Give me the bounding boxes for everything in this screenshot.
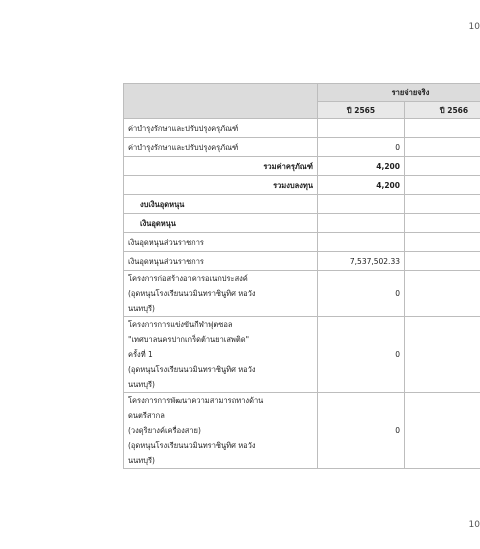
- row-label: ค่าบำรุงรักษาและปรับปรุงครุภัณฑ์: [124, 138, 318, 157]
- row-value-2565: 4,200: [318, 176, 405, 195]
- row-label: เงินอุดหนุนส่วนราชการ: [124, 233, 318, 252]
- table-row: [124, 271, 480, 317]
- row-value-2565: 4,200: [318, 157, 405, 176]
- table-row: [124, 176, 480, 195]
- row-value-2566: [405, 138, 480, 157]
- row-label-project-music: [124, 393, 318, 469]
- row-value-2565: [318, 119, 405, 138]
- table-row: [124, 233, 480, 252]
- label-line: "เทศบาลนครปากเกร็ดต้านยาเสพติด": [128, 335, 250, 344]
- budget-table: [123, 83, 480, 469]
- row-label-subsidy-budget: งบเงินอุดหนุน: [124, 195, 318, 214]
- table-row: [124, 252, 480, 271]
- row-value-2566: [405, 119, 480, 138]
- table-row: [124, 393, 480, 469]
- table-row: [124, 157, 480, 176]
- page-number-top: 10: [468, 22, 480, 32]
- row-value-2566: [405, 195, 480, 214]
- row-value-2566: [405, 271, 480, 317]
- row-value-2566: [405, 176, 480, 195]
- header-blank-cell: [124, 84, 318, 119]
- label-line: นนทบุรี): [128, 380, 155, 389]
- label-line: โครงการก่อสร้างอาคารอเนกประสงค์: [128, 274, 248, 283]
- row-value-2565: 7,537,502.33: [318, 252, 405, 271]
- row-value-2565: 0: [318, 393, 405, 469]
- row-label-total-investment: รวมงบลงทุน: [124, 176, 318, 195]
- row-value-2565: [318, 214, 405, 233]
- row-value-2565: 0: [318, 317, 405, 393]
- table-row: [124, 138, 480, 157]
- page-number-bottom: 10: [468, 520, 480, 530]
- header-year-2565: ปี 2565: [318, 102, 405, 119]
- row-value-2566: [405, 393, 480, 469]
- row-label-subsidy: เงินอุดหนุน: [124, 214, 318, 233]
- row-value-2565: [318, 233, 405, 252]
- row-label-total-equipment: รวมค่าครุภัณฑ์: [124, 157, 318, 176]
- row-value-2566: [405, 317, 480, 393]
- label-line: ดนตรีสากล: [128, 411, 165, 420]
- label-line: (วงดุริยางค์เครื่องสาย): [128, 426, 201, 435]
- label-line: (อุดหนุนโรงเรียนนวมินทราชินูทิศ หอวัง: [128, 289, 256, 298]
- row-value-2566: [405, 233, 480, 252]
- label-line: (อุดหนุนโรงเรียนนวมินทราชินูทิศ หอวัง: [128, 441, 256, 450]
- row-label-project-futsal: [124, 317, 318, 393]
- table-row: [124, 317, 480, 393]
- header-actual-expense: รายจ่ายจริง: [318, 84, 480, 102]
- label-line: นนทบุรี): [128, 456, 155, 465]
- row-value-2566: [405, 214, 480, 233]
- table-row: [124, 195, 480, 214]
- row-value-2565: [318, 195, 405, 214]
- table-row: [124, 214, 480, 233]
- label-line: ครั้งที่ 1: [128, 350, 153, 359]
- label-line: (อุดหนุนโรงเรียนนวมินทราชินูทิศ หอวัง: [128, 365, 256, 374]
- row-value-2566: [405, 252, 480, 271]
- row-label: เงินอุดหนุนส่วนราชการ: [124, 252, 318, 271]
- row-value-2566: [405, 157, 480, 176]
- row-value-2565: 0: [318, 271, 405, 317]
- label-line: โครงการการพัฒนาความสามารถทางด้าน: [128, 396, 264, 405]
- row-label: ค่าบำรุงรักษาและปรับปรุงครุภัณฑ์: [124, 119, 318, 138]
- header-year-2566: ปี 2566: [405, 102, 480, 119]
- label-line: โครงการการแข่งขันกีฬาฟุตซอล: [128, 320, 233, 329]
- row-label-project-building: [124, 271, 318, 317]
- row-value-2565: 0: [318, 138, 405, 157]
- label-line: นนทบุรี): [128, 304, 155, 313]
- table-row: [124, 119, 480, 138]
